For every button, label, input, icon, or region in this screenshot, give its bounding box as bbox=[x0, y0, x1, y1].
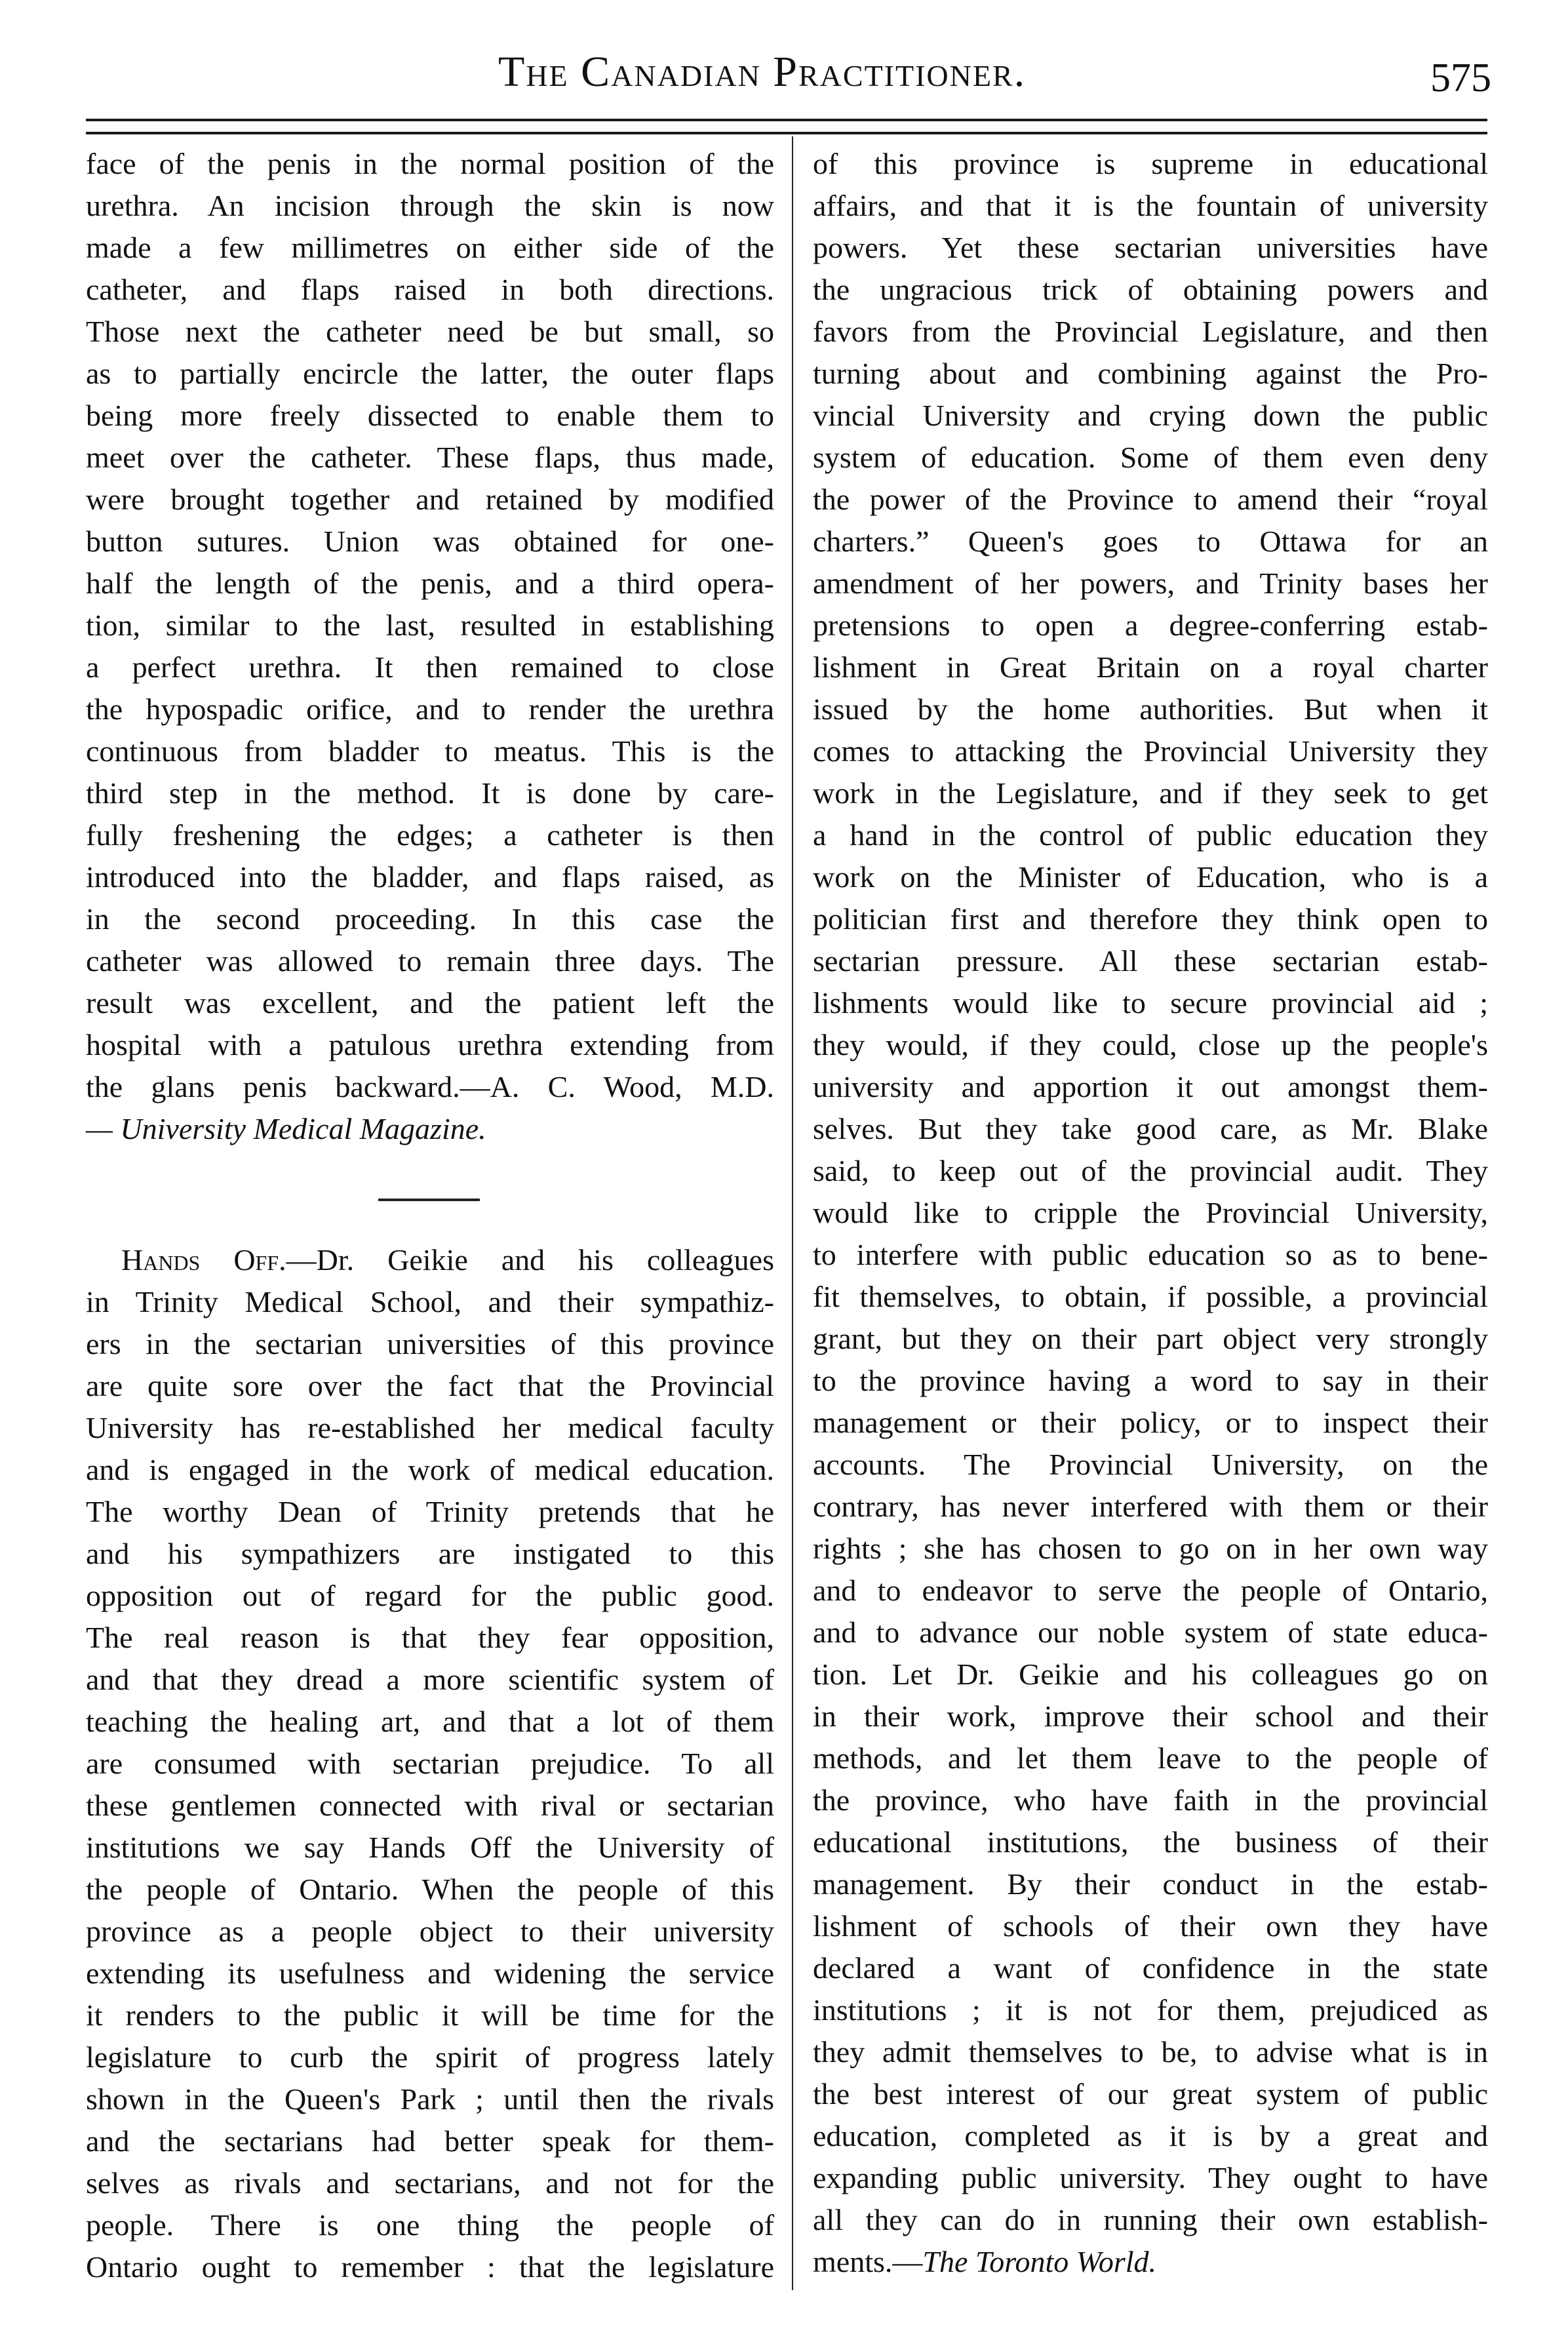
text-line: politician first and therefore they think open to bbox=[813, 902, 1488, 936]
text-line: meet over the catheter. These flaps, thus made, bbox=[86, 441, 774, 474]
text-line: lishments would like to secure provincial aid ; bbox=[813, 986, 1488, 1020]
text-line: issued by the home authorities. But when it bbox=[813, 692, 1488, 726]
header-rule-bottom bbox=[86, 132, 1487, 134]
text-line: fit themselves, to obtain, if possible, a provincial bbox=[813, 1280, 1488, 1313]
text-line: work in the Legislature, and if they seek to get bbox=[813, 776, 1488, 810]
text-line: the province, who have faith in the provincial bbox=[813, 1783, 1488, 1817]
text-line: of this province is supreme in educational bbox=[813, 147, 1488, 180]
text-line: continuous from bladder to meatus. This is the bbox=[86, 734, 774, 768]
text-line: the power of the Province to amend their “royal bbox=[813, 483, 1488, 516]
text-line: amendment of her powers, and Trinity bases her bbox=[813, 566, 1488, 600]
text-line: legislature to curb the spirit of progress lately bbox=[86, 2040, 774, 2074]
section-separator-rule bbox=[378, 1199, 480, 1201]
text-line: half the length of the penis, and a third opera- bbox=[86, 566, 774, 600]
text-line: Those next the catheter need be but small, so bbox=[86, 315, 774, 348]
text-line: work on the Minister of Education, who is a bbox=[813, 860, 1488, 894]
text-line: ers in the sectarian universities of this province bbox=[86, 1327, 774, 1360]
text-line: vincial University and crying down the public bbox=[813, 399, 1488, 432]
text-line: face of the penis in the normal position of the bbox=[86, 147, 774, 180]
text-line: the hypospadic orifice, and to render the urethra bbox=[86, 692, 774, 726]
text-line: catheter was allowed to remain three days. The bbox=[86, 944, 774, 978]
text-line: third step in the method. It is done by care- bbox=[86, 776, 774, 810]
text-line: it renders to the public it will be time for the bbox=[86, 1998, 774, 2032]
text-line: people. There is one thing the people of bbox=[86, 2208, 774, 2242]
text-line: as to partially encircle the latter, the outer flaps bbox=[86, 357, 774, 390]
text-line: shown in the Queen's Park ; until then the rivals bbox=[86, 2082, 774, 2116]
text-line: The worthy Dean of Trinity pretends that he bbox=[86, 1495, 774, 1528]
text-line: introduced into the bladder, and flaps raised, as bbox=[86, 860, 774, 894]
text-line: fully freshening the edges; a catheter is then bbox=[86, 818, 774, 852]
text-line: system of education. Some of them even deny bbox=[813, 441, 1488, 474]
text-line: made a few millimetres on either side of the bbox=[86, 231, 774, 264]
text-line: pretensions to open a degree-conferring estab- bbox=[813, 608, 1488, 642]
column-divider bbox=[792, 136, 793, 2290]
text-line: extending its usefulness and widening the service bbox=[86, 1956, 774, 1990]
closing-line bbox=[813, 2241, 1488, 2283]
text-line: lishment in Great Britain on a royal charter bbox=[813, 650, 1488, 684]
text-line: being more freely dissected to enable them to bbox=[86, 399, 774, 432]
text-line: all they can do in running their own establish- bbox=[813, 2203, 1488, 2236]
text-line: favors from the Provincial Legislature, and then bbox=[813, 315, 1488, 348]
text-line: are consumed with sectarian prejudice. To all bbox=[86, 1747, 774, 1780]
text-line: University has re-established her medical faculty bbox=[86, 1411, 774, 1444]
text-line: opposition out of regard for the public good. bbox=[86, 1579, 774, 1612]
text-line: catheter, and flaps raised in both directions. bbox=[86, 273, 774, 306]
text-line: institutions ; it is not for them, prejudiced as bbox=[813, 1993, 1488, 2027]
running-title: The Canadian Practitioner. bbox=[498, 48, 1027, 96]
text-line: lishment of schools of their own they have bbox=[813, 1909, 1488, 1943]
text-line: and his sympathizers are instigated to this bbox=[86, 1537, 774, 1570]
source-citation: — University Medical Magazine. bbox=[86, 1112, 486, 1145]
text-line: accounts. The Provincial University, on the bbox=[813, 1448, 1488, 1481]
text-line: said, to keep out of the provincial audit. They bbox=[813, 1154, 1488, 1187]
text-line: The real reason is that they fear opposition, bbox=[86, 1621, 774, 1654]
text-line: educational institutions, the business of their bbox=[813, 1825, 1488, 1859]
text-line: the best interest of our great system of public bbox=[813, 2077, 1488, 2111]
text-line: and to advance our noble system of state educa- bbox=[813, 1616, 1488, 1649]
article-heading: Hands Off. bbox=[121, 1243, 286, 1277]
text-line: tion. Let Dr. Geikie and his colleagues go on bbox=[813, 1657, 1488, 1691]
text-line: rights ; she has chosen to go on in her own way bbox=[813, 1532, 1488, 1565]
text-line: selves. But they take good care, as Mr. Blake bbox=[813, 1112, 1488, 1145]
text-line: province as a people object to their university bbox=[86, 1914, 774, 1948]
text-line: education, completed as it is by a great and bbox=[813, 2119, 1488, 2152]
text-line: these gentlemen connected with rival or sectarian bbox=[86, 1789, 774, 1822]
text-line: sectarian pressure. All these sectarian estab- bbox=[813, 944, 1488, 978]
header-rule-top bbox=[86, 119, 1487, 121]
text-line: in the second proceeding. In this case the bbox=[86, 902, 774, 936]
text-line: methods, and let them leave to the people of bbox=[813, 1741, 1488, 1775]
text-line: and to endeavor to serve the people of Ontario, bbox=[813, 1574, 1488, 1607]
text-line: urethra. An incision through the skin is now bbox=[86, 189, 774, 222]
author-signature-line: the glans penis backward.—A. C. Wood, M.D. bbox=[86, 1070, 774, 1103]
text-line: grant, but they on their part object very strongly bbox=[813, 1322, 1488, 1355]
text-line: contrary, has never interfered with them or their bbox=[813, 1490, 1488, 1523]
text-line: and is engaged in the work of medical education. bbox=[86, 1453, 774, 1486]
text-line: comes to attacking the Provincial University they bbox=[813, 734, 1488, 768]
text-line: affairs, and that it is the fountain of university bbox=[813, 189, 1488, 222]
text-line: button sutures. Union was obtained for one- bbox=[86, 525, 774, 558]
text-line: a hand in the control of public education they bbox=[813, 818, 1488, 852]
closing-source-citation: The Toronto World. bbox=[922, 2245, 1157, 2278]
closing-prefix: ments.— bbox=[813, 2245, 923, 2278]
text-line: management. By their conduct in the estab- bbox=[813, 1867, 1488, 1901]
text-line: the ungracious trick of obtaining powers and bbox=[813, 273, 1488, 306]
text-line: in their work, improve their school and their bbox=[813, 1699, 1488, 1733]
text-line: are quite sore over the fact that the Provincial bbox=[86, 1369, 774, 1402]
text-line: powers. Yet these sectarian universities have bbox=[813, 231, 1488, 264]
text-line: to interfere with public education so as to bene- bbox=[813, 1238, 1488, 1271]
text-line: to the province having a word to say in their bbox=[813, 1364, 1488, 1397]
text-line: declared a want of confidence in the state bbox=[813, 1951, 1488, 1985]
text-line: result was excellent, and the patient left the bbox=[86, 986, 774, 1020]
text-line: Ontario ought to remember : that the legislature bbox=[86, 2250, 774, 2284]
text-line: the people of Ontario. When the people of this bbox=[86, 1873, 774, 1906]
text-line: in Trinity Medical School, and their sympathiz- bbox=[86, 1285, 774, 1319]
text-line: management or their policy, or to inspect their bbox=[813, 1406, 1488, 1439]
text-line: they would, if they could, close up the people's bbox=[813, 1028, 1488, 1061]
text-line: were brought together and retained by modified bbox=[86, 483, 774, 516]
text-line: charters.” Queen's goes to Ottawa for an bbox=[813, 525, 1488, 558]
text-line: teaching the healing art, and that a lot of them bbox=[86, 1705, 774, 1738]
text-line: tion, similar to the last, resulted in establishing bbox=[86, 608, 774, 642]
text-line: expanding public university. They ought to have bbox=[813, 2161, 1488, 2194]
article-first-line bbox=[86, 1239, 774, 1281]
text-line: and the sectarians had better speak for them- bbox=[86, 2124, 774, 2158]
page-number: 575 bbox=[1430, 56, 1491, 100]
text-line: would like to cripple the Provincial University, bbox=[813, 1196, 1488, 1229]
text-line: turning about and combining against the Pro- bbox=[813, 357, 1488, 390]
text-line: selves as rivals and sectarians, and not for the bbox=[86, 2166, 774, 2200]
article-first-line-text: —Dr. Geikie and his colleagues bbox=[286, 1243, 774, 1277]
text-line: a perfect urethra. It then remained to close bbox=[86, 650, 774, 684]
text-line: they admit themselves to be, to advise what is in bbox=[813, 2035, 1488, 2069]
text-line: hospital with a patulous urethra extending from bbox=[86, 1028, 774, 1061]
text-line: university and apportion it out amongst them- bbox=[813, 1070, 1488, 1103]
text-line: institutions we say Hands Off the University of bbox=[86, 1831, 774, 1864]
text-line: and that they dread a more scientific system of bbox=[86, 1663, 774, 1696]
